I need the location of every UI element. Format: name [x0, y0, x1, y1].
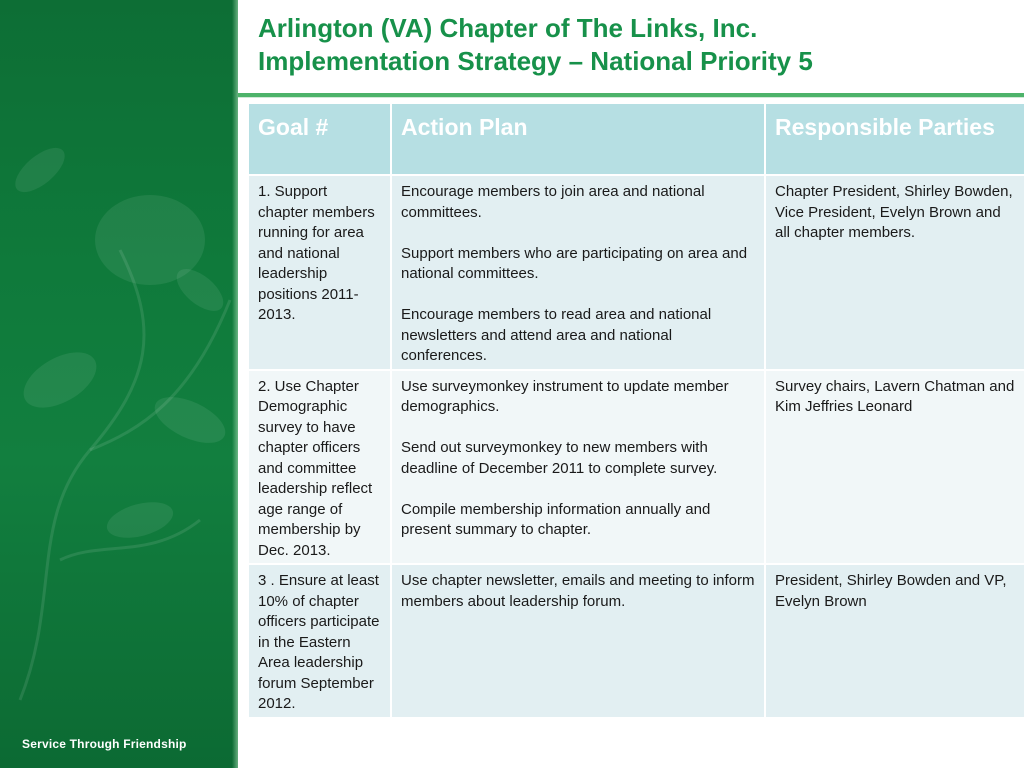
sidebar-panel [0, 0, 238, 768]
action-item: Encourage members to join area and national committees. [401, 183, 705, 221]
header-responsible-parties: Responsible Parties [765, 103, 1024, 175]
action-item: Support members who are participating on area and national committees. [401, 244, 748, 282]
action-item: Use surveymonkey instrument to update member demographics. [401, 377, 729, 415]
strategy-table [247, 102, 1024, 719]
header-goal: Goal # [248, 103, 391, 175]
title-divider-shadow [238, 97, 1024, 98]
table-row [248, 564, 1024, 718]
responsible-cell: Survey chairs, Lavern Chatman and Kim Jeffries Leonard [765, 370, 1024, 565]
action-item: Use chapter newsletter, emails and meeting to inform members about leadership forum. [401, 572, 755, 610]
table-row [248, 175, 1024, 370]
rose-vine-decoration-icon [0, 0, 238, 768]
action-item: Send out surveymonkey to new members with deadline of December 2011 to complete survey. [401, 439, 718, 477]
table-header-row [248, 103, 1024, 175]
action-plan-cell [391, 564, 765, 718]
table-row [248, 370, 1024, 565]
action-plan-cell [391, 175, 765, 370]
goal-cell: 3 . Ensure at least 10% of chapter officers participate in the Eastern Area leadership forum September 2012. [248, 564, 391, 718]
tagline: Service Through Friendship [22, 737, 187, 751]
action-plan-cell [391, 370, 765, 565]
goal-cell: 2. Use Chapter Demographic survey to have chapter officers and committee leadership reflect age range of membership by Dec. 2013. [248, 370, 391, 565]
header-action-plan: Action Plan [391, 103, 765, 175]
responsible-cell: Chapter President, Shirley Bowden, Vice President, Evelyn Brown and all chapter members. [765, 175, 1024, 370]
responsible-cell: President, Shirley Bowden and VP, Evelyn Brown [765, 564, 1024, 718]
slide-title [258, 12, 1018, 78]
sidebar-edge-highlight [232, 0, 238, 768]
action-item: Compile membership information annually and present summary to chapter. [401, 500, 711, 538]
slide-title-line-1: Arlington (VA) Chapter of The Links, Inc. [258, 13, 758, 43]
action-item: Encourage members to read area and national newsletters and attend area and national conferences. [401, 306, 712, 364]
goal-cell: 1. Support chapter members running for area and national leadership positions 2011-2013. [248, 175, 391, 370]
slide-title-line-2: Implementation Strategy – National Priority 5 [258, 46, 813, 76]
